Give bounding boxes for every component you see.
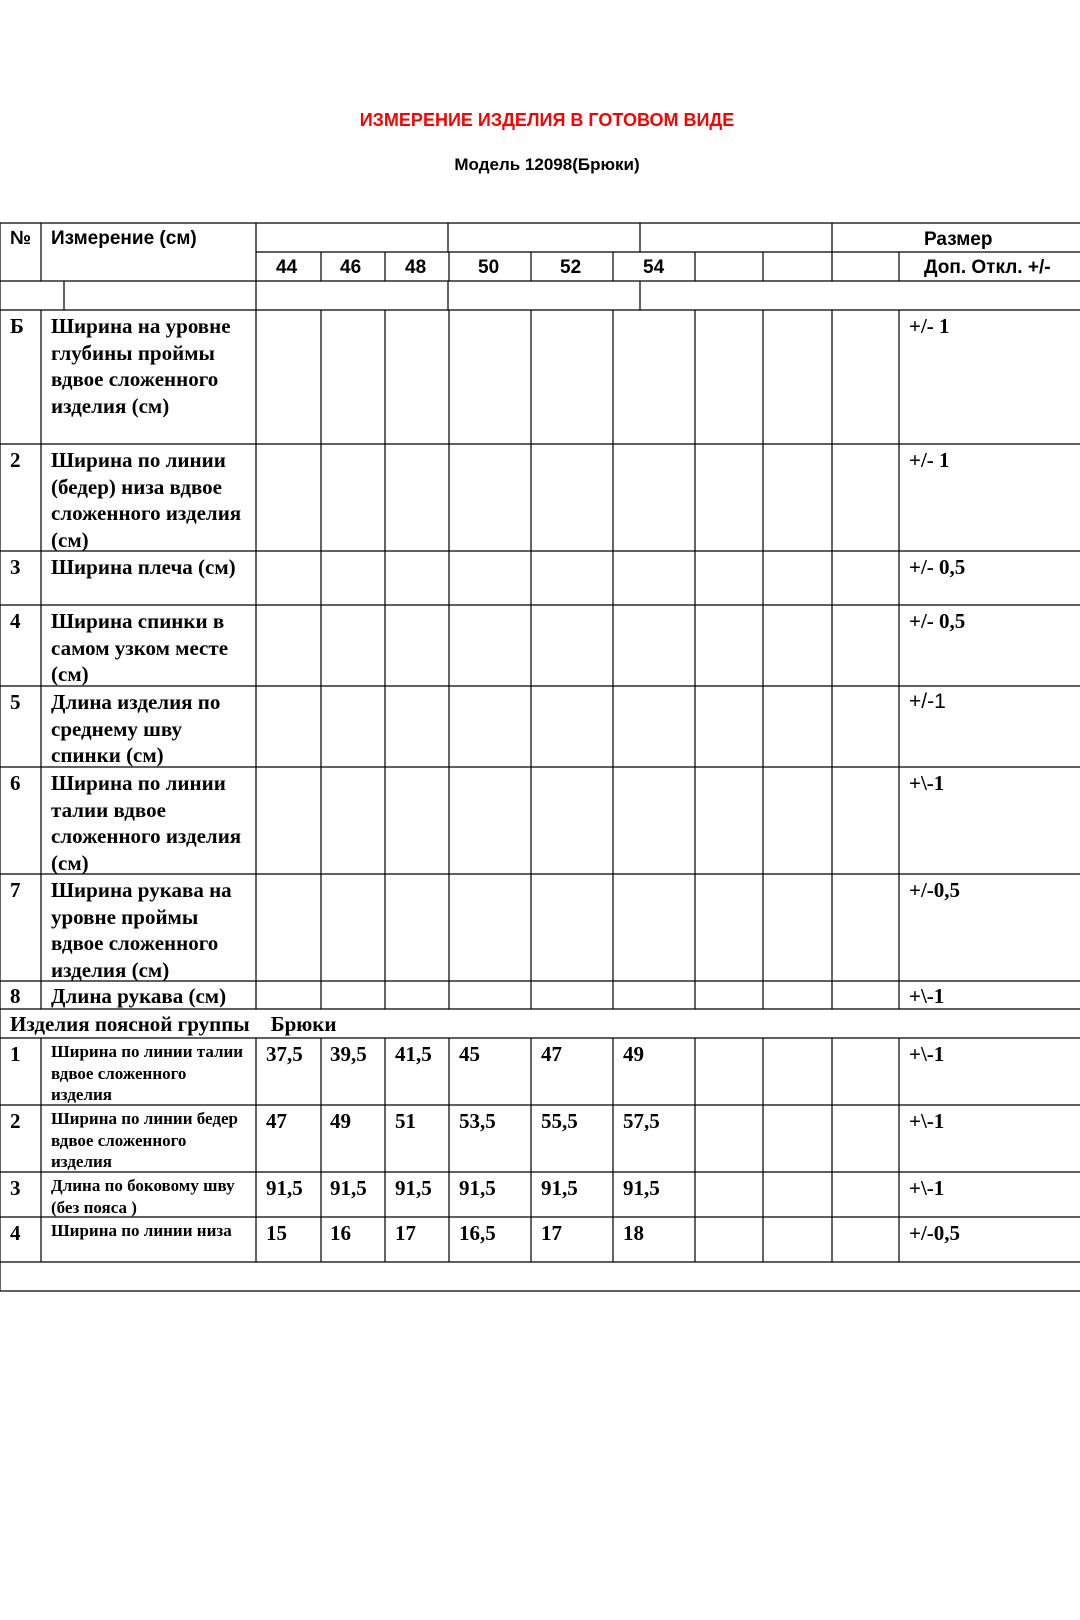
row-tolerance: +/-1 <box>909 690 946 713</box>
value-54: 18 <box>623 1221 644 1245</box>
row-name: Ширина спинки в самом узком месте (см) <box>51 609 229 686</box>
row-tolerance: +/- 1 <box>909 448 950 472</box>
row-name: Ширина по линии талии вдвое сложенного изделия <box>51 1042 244 1104</box>
row-num: 3 <box>10 555 21 579</box>
value-52: 47 <box>541 1042 562 1066</box>
row-num: 3 <box>10 1176 21 1200</box>
row-tolerance: +/- 0,5 <box>909 555 966 579</box>
row-name: Длина рукава (см) <box>51 984 227 1008</box>
row-name: Ширина на уровне глубины проймы вдвое сложенного изделия (см) <box>51 314 231 418</box>
value-52: 17 <box>541 1221 562 1245</box>
value-54: 91,5 <box>623 1176 660 1200</box>
row-num: 6 <box>10 771 21 795</box>
row-num: 8 <box>10 984 21 1008</box>
size-48: 48 <box>405 257 427 278</box>
section-label: Изделия поясной группы Брюки <box>10 1012 337 1036</box>
row-num: 2 <box>10 448 21 472</box>
model-subtitle: Модель 12098(Брюки) <box>454 155 640 174</box>
value-52: 55,5 <box>541 1109 578 1133</box>
size-44: 44 <box>276 257 298 278</box>
row-num: 4 <box>10 1221 21 1245</box>
row-tolerance: +\-1 <box>909 1109 945 1133</box>
row-tolerance: +\-1 <box>909 1042 945 1066</box>
value-48: 51 <box>395 1109 416 1133</box>
row-name: Ширина по линии талии вдвое сложенного изделия (см) <box>51 771 242 875</box>
value-48: 91,5 <box>395 1176 432 1200</box>
row-name: Ширина по линии (бедер) низа вдвое сложенного изделия (см) <box>51 448 242 552</box>
value-44: 15 <box>266 1221 287 1245</box>
row-tolerance: +\-1 <box>909 771 945 795</box>
value-46: 91,5 <box>330 1176 367 1200</box>
row-tolerance: +/- 0,5 <box>909 609 966 633</box>
row-name: Ширина плеча (см) <box>51 555 236 579</box>
size-50: 50 <box>478 257 500 278</box>
row-name: Длина изделия по среднему шву спинки (см) <box>51 690 221 767</box>
header-num: № <box>10 228 32 249</box>
value-48: 17 <box>395 1221 416 1245</box>
row-num: 5 <box>10 690 21 714</box>
value-48: 41,5 <box>395 1042 432 1066</box>
size-54: 54 <box>643 257 665 278</box>
value-52: 91,5 <box>541 1176 578 1200</box>
value-46: 49 <box>330 1109 351 1133</box>
header-tolerance: Доп. Откл. +/- <box>924 257 1051 278</box>
value-44: 91,5 <box>266 1176 303 1200</box>
value-46: 39,5 <box>330 1042 367 1066</box>
value-50: 16,5 <box>459 1221 496 1245</box>
row-tolerance: +/-0,5 <box>909 1221 961 1245</box>
row-name: Ширина рукава на уровне проймы вдвое сложенного изделия (см) <box>51 878 232 982</box>
header-measurement: Измерение (см) <box>51 228 197 249</box>
row-num: 2 <box>10 1109 21 1133</box>
value-46: 16 <box>330 1221 351 1245</box>
value-50: 45 <box>459 1042 480 1066</box>
row-num: 1 <box>10 1042 21 1066</box>
value-54: 49 <box>623 1042 644 1066</box>
size-46: 46 <box>340 257 362 278</box>
value-50: 53,5 <box>459 1109 496 1133</box>
row-tolerance: +\-1 <box>909 984 945 1008</box>
header-size: Размер <box>924 229 993 250</box>
value-54: 57,5 <box>623 1109 660 1133</box>
row-num: 7 <box>10 878 21 902</box>
row-tolerance: +/-0,5 <box>909 878 961 902</box>
document-title: ИЗМЕРЕНИЕ ИЗДЕЛИЯ В ГОТОВОМ ВИДЕ <box>359 110 735 130</box>
row-tolerance: +\-1 <box>909 1176 945 1200</box>
value-50: 91,5 <box>459 1176 496 1200</box>
size-52: 52 <box>560 257 582 278</box>
row-name: Ширина по линии низа <box>51 1221 232 1240</box>
row-tolerance: +/- 1 <box>909 314 950 338</box>
value-44: 47 <box>266 1109 287 1133</box>
row-name: Длина по боковому шву (без пояса ) <box>51 1176 235 1217</box>
row-name: Ширина по линии бедер вдвое сложенного изделия <box>51 1109 238 1171</box>
row-num: Б <box>10 314 24 338</box>
value-44: 37,5 <box>266 1042 303 1066</box>
row-num: 4 <box>10 609 21 633</box>
